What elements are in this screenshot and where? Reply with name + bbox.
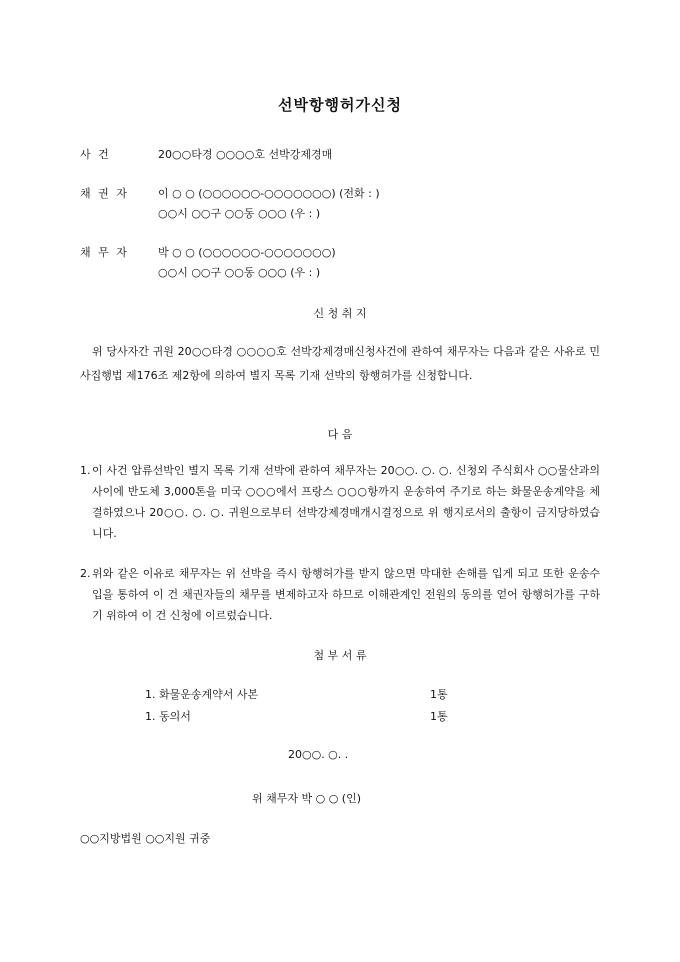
attachment-count: 1통	[430, 710, 448, 723]
court-addressee: ○○지방법원 ○○지원 귀중	[80, 832, 211, 845]
case-label: 사 건	[80, 148, 111, 161]
debtor-label: 채 무 자	[80, 246, 129, 259]
reason-item	[80, 563, 600, 626]
reason-number: 2.	[80, 567, 91, 580]
creditor-address-line: ○○시 ○○구 ○○동 ○○○ (우 : )	[158, 207, 321, 220]
creditor-name-line: 이 ○ ○ (○○○○○○-○○○○○○○) (전화 : )	[158, 187, 380, 200]
attachments-heading: 첨 부 서 류	[313, 649, 367, 662]
reason-text: 위와 같은 이유로 채무자는 위 선박을 즉시 항행허가를 받지 않으면 막대한 손해를 입게 되고 또한 운송수입을 통하여 이 건 채권자들의 채무를 변제하고자 하므로 이해관계인 전원의 동의를 얻어 항행허가를 구하기 위하여 이 건 신청에 이르렀습니다.	[92, 567, 600, 622]
debtor-name-line: 박 ○ ○ (○○○○○○-○○○○○○○)	[158, 246, 336, 259]
reason-item	[80, 460, 600, 544]
attachment-count: 1통	[430, 688, 448, 701]
attachment-name: 1. 동의서	[145, 710, 191, 723]
case-value: 20○○타경 ○○○○호 선박강제경매	[158, 148, 333, 161]
purpose-heading: 신 청 취 지	[313, 307, 367, 320]
signature-line: 위 채무자 박 ○ ○ (인)	[252, 792, 362, 805]
purpose-paragraph: 위 당사자간 귀원 20○○타경 ○○○○호 선박강제경매신청사건에 관하여 채무자는 다음과 같은 사유로 민사집행법 제176조 제2항에 의하여 별지 목록 기재 선박의 항행허가를 신청합니다.	[80, 345, 600, 382]
reason-number: 1.	[80, 464, 91, 477]
document-title: 선박항행허가신청	[278, 96, 402, 114]
reasons-heading: 다 음	[327, 428, 353, 441]
reason-text: 이 사건 압류선박인 별지 목록 기재 선박에 관하여 채무자는 20○○. ○. ○. 신청외 주식회사 ○○물산과의 사이에 반도체 3,000톤을 미국 ○○○에서 프랑스 ○○○항까지 운송하여 주기로 하는 화물운송계약을 체결하였으나 20○○. ○. ○. 귀원으로부터 선박강제경매개시결정으로 위 행지로서의 출항이 금지당하였습니다.	[92, 464, 600, 540]
debtor-address-line: ○○시 ○○구 ○○동 ○○○ (우 : )	[158, 266, 321, 279]
attachment-name: 1. 화물운송계약서 사본	[145, 688, 259, 701]
document-date: 20○○. ○. .	[288, 748, 349, 761]
creditor-label: 채 권 자	[80, 187, 129, 200]
